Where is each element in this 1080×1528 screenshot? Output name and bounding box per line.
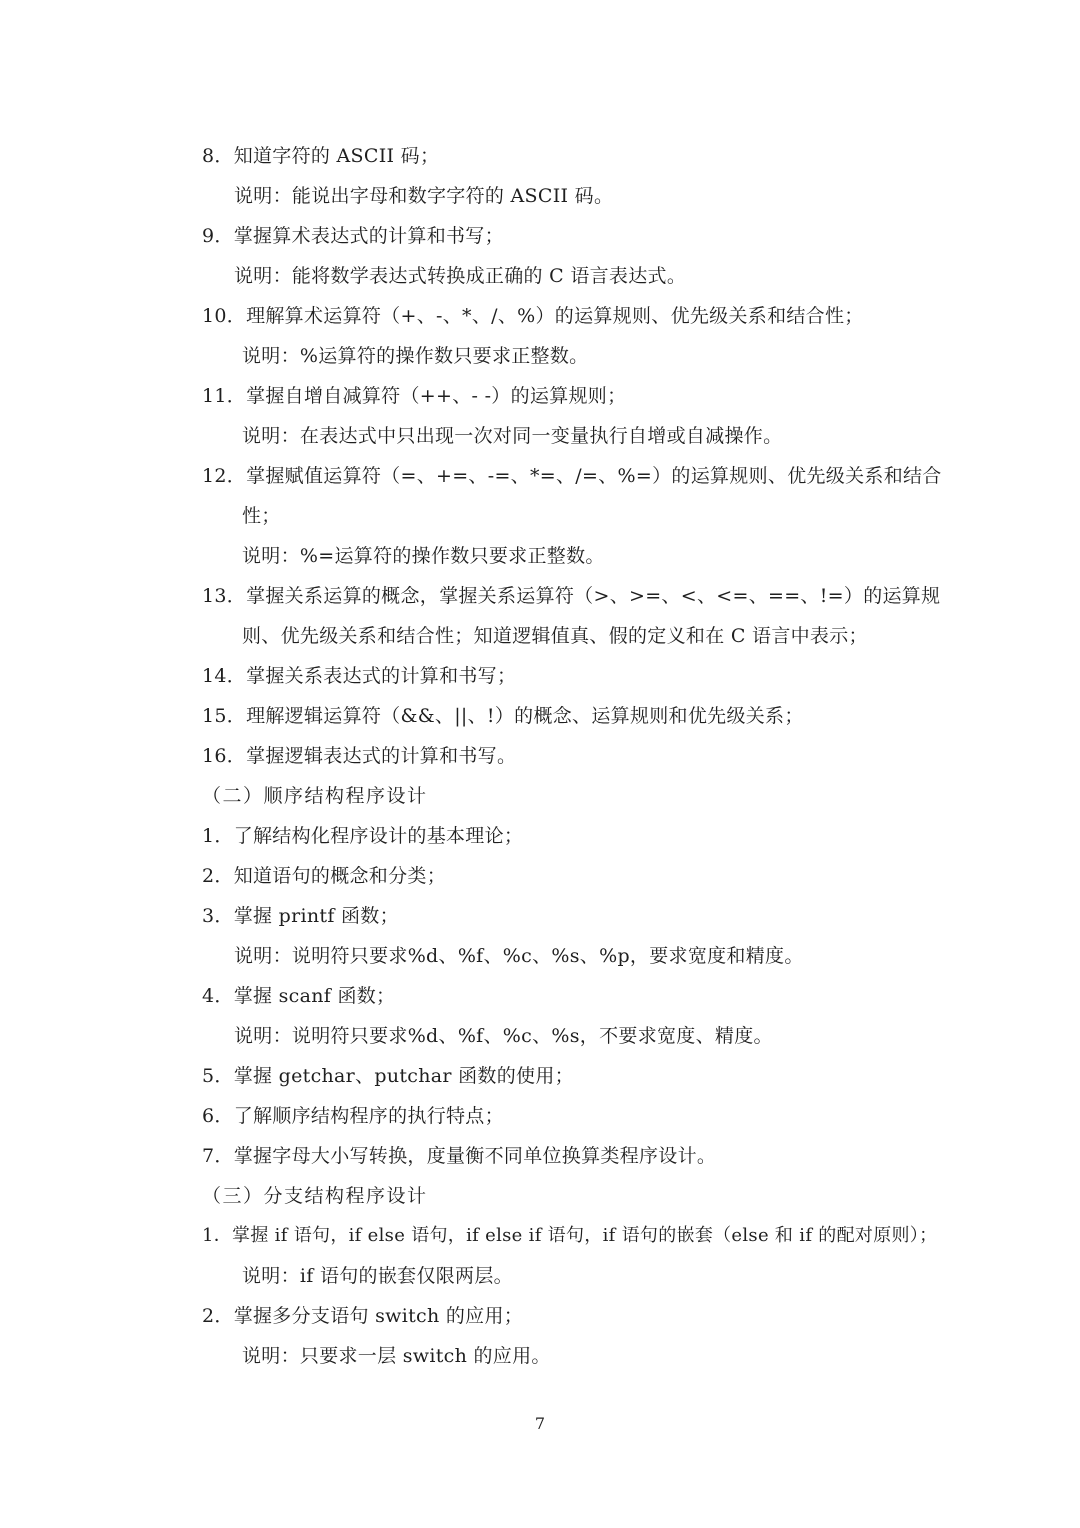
page-number: 7	[534, 1414, 546, 1433]
note-item-9: 说明：能将数学表达式转换成正确的 C 语言表达式。	[234, 265, 687, 287]
note-item-12: 说明：%=运算符的操作数只要求正整数。	[242, 545, 605, 567]
section-heading-sequential: （二）顺序结构程序设计	[202, 785, 428, 807]
item-13: 13．掌握关系运算的概念，掌握关系运算符（>、>=、<、<=、==、!=）的运算规	[202, 585, 941, 607]
note-seq-item-3: 说明：说明符只要求%d、%f、%c、%s、%p，要求宽度和精度。	[234, 945, 804, 967]
seq-item-3: 3．掌握 printf 函数；	[202, 905, 399, 927]
item-9: 9．掌握算术表达式的计算和书写；	[202, 225, 504, 247]
item-14: 14．掌握关系表达式的计算和书写；	[202, 665, 517, 687]
seq-item-6: 6．了解顺序结构程序的执行特点；	[202, 1105, 504, 1127]
item-11: 11．掌握自增自减算符（++、- -）的运算规则；	[202, 385, 627, 407]
seq-item-2: 2．知道语句的概念和分类；	[202, 865, 446, 887]
note-branch-item-2: 说明：只要求一层 switch 的应用。	[242, 1345, 551, 1367]
note-branch-item-1: 说明：if 语句的嵌套仅限两层。	[242, 1265, 513, 1287]
note-item-8: 说明：能说出字母和数字字符的 ASCII 码。	[234, 185, 614, 207]
branch-item-1: 1．掌握 if 语句，if else 语句，if else if 语句，if 语句的嵌套（else 和 if 的配对原则）；	[202, 1225, 938, 1246]
page-content	[202, 136, 942, 1376]
note-item-11: 说明：在表达式中只出现一次对同一变量执行自增或自减操作。	[242, 425, 783, 447]
seq-item-4: 4．掌握 scanf 函数；	[202, 985, 396, 1007]
section-heading-branch: （三）分支结构程序设计	[202, 1185, 428, 1207]
item-16: 16．掌握逻辑表达式的计算和书写。	[202, 745, 517, 767]
item-12: 12．掌握赋值运算符（=、+=、-=、*=、/=、%=）的运算规则、优先级关系和结合	[202, 465, 942, 487]
item-8: 8．知道字符的 ASCII 码；	[202, 145, 440, 167]
item-13-continuation: 则、优先级关系和结合性；知道逻辑值真、假的定义和在 C 语言中表示；	[242, 625, 868, 647]
item-12-continuation: 性；	[242, 505, 281, 527]
note-seq-item-4: 说明：说明符只要求%d、%f、%c、%s，不要求宽度、精度。	[234, 1025, 773, 1047]
note-item-10: 说明：%运算符的操作数只要求正整数。	[242, 345, 589, 367]
seq-item-7: 7．掌握字母大小写转换，度量衡不同单位换算类程序设计。	[202, 1145, 717, 1167]
seq-item-5: 5．掌握 getchar、putchar 函数的使用；	[202, 1065, 574, 1087]
item-15: 15．理解逻辑运算符（&&、||、!）的概念、运算规则和优先级关系；	[202, 705, 804, 727]
item-10: 10．理解算术运算符（+、-、*、/、%）的运算规则、优先级关系和结合性；	[202, 305, 864, 327]
branch-item-2: 2．掌握多分支语句 switch 的应用；	[202, 1305, 524, 1327]
seq-item-1: 1．了解结构化程序设计的基本理论；	[202, 825, 524, 847]
